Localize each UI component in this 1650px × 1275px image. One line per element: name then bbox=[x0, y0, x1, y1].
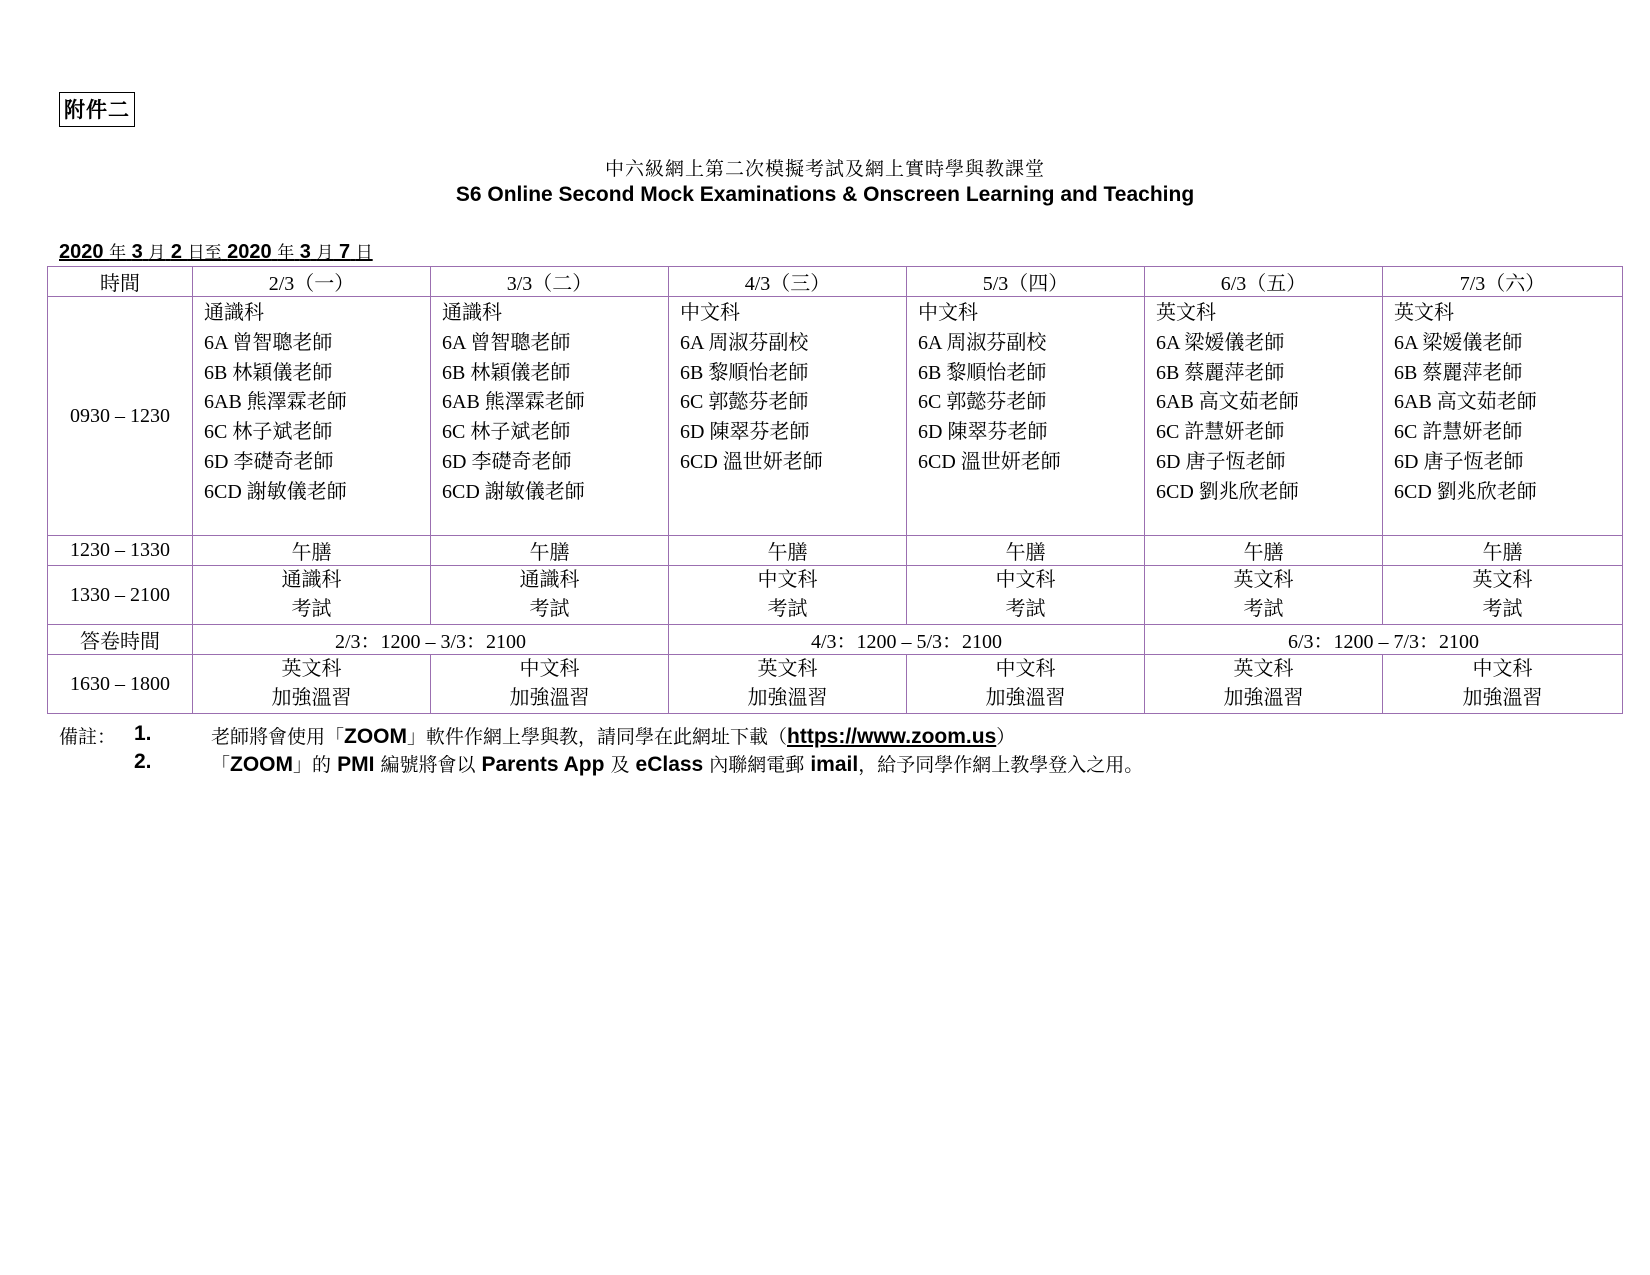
note-text-part: 」軟件作網上學與教，請同學在此網址下載（ bbox=[407, 726, 788, 748]
answer-window: 2/3：1200 – 3/3：2100 bbox=[193, 625, 669, 655]
teacher-line: 6A 周淑芬副校 bbox=[918, 331, 1047, 354]
note-number: 1. bbox=[134, 722, 152, 745]
lunch-cell: 午膳 bbox=[431, 536, 669, 566]
teacher-line: 6A 曾智聰老師 bbox=[204, 331, 333, 354]
teacher-line: 6CD 溫世妍老師 bbox=[918, 450, 1061, 473]
teacher-line: 6D 唐子恆老師 bbox=[1394, 450, 1524, 473]
teacher-line: 6D 李礎奇老師 bbox=[442, 450, 572, 473]
note-text-part: 老師將會使用「 bbox=[211, 726, 345, 748]
subject-label: 中文科 bbox=[918, 302, 978, 324]
schedule-table bbox=[47, 266, 1623, 714]
activity-label: 考試 bbox=[1482, 598, 1523, 620]
subject-label: 通識科 bbox=[281, 569, 342, 591]
note-text-part: 內聯網電郵 bbox=[703, 754, 811, 776]
teacher-line: 6AB 熊澤霖老師 bbox=[204, 391, 347, 414]
teacher-line: 6A 梁嫒儀老師 bbox=[1156, 331, 1285, 354]
subject-label: 通識科 bbox=[519, 569, 580, 591]
teacher-cell bbox=[1145, 297, 1383, 536]
note-number: 2. bbox=[134, 750, 152, 773]
lunch-cell: 午膳 bbox=[1145, 536, 1383, 566]
exam-cell bbox=[1145, 566, 1383, 625]
activity-label: 考試 bbox=[1005, 598, 1046, 620]
teacher-line: 6A 周淑芬副校 bbox=[680, 331, 809, 354]
exam-cell bbox=[669, 566, 907, 625]
answer-time-label: 答卷時間 bbox=[48, 625, 193, 655]
teacher-line: 6B 蔡麗萍老師 bbox=[1156, 361, 1285, 384]
teacher-cell bbox=[193, 297, 431, 536]
teacher-line: 6A 曾智聰老師 bbox=[442, 331, 571, 354]
notes-label: 備註： bbox=[59, 726, 117, 748]
teacher-line: 6C 許慧妍老師 bbox=[1156, 421, 1285, 444]
note-text-part: PMI bbox=[337, 753, 375, 776]
subject-label: 中文科 bbox=[680, 302, 740, 324]
teacher-line: 6C 許慧妍老師 bbox=[1394, 421, 1523, 444]
note-text bbox=[211, 722, 1015, 749]
lunch-cell: 午膳 bbox=[1383, 536, 1623, 566]
day-header: 6/3（五） bbox=[1145, 267, 1383, 297]
revision-row bbox=[48, 655, 1623, 714]
activity-label: 加強溫習 bbox=[1223, 687, 1304, 709]
teacher-cell bbox=[907, 297, 1145, 536]
teacher-line: 6CD 溫世妍老師 bbox=[680, 450, 823, 473]
activity-label: 加強溫習 bbox=[985, 687, 1066, 709]
time-slot: 1330 – 2100 bbox=[48, 566, 193, 625]
teacher-line: 6AB 高文茹老師 bbox=[1156, 391, 1299, 414]
note-text-part: 編號將會以 bbox=[374, 754, 482, 776]
note-text-part: 及 bbox=[604, 754, 636, 776]
attachment-label: 附件二 bbox=[59, 92, 135, 127]
teacher-cell bbox=[431, 297, 669, 536]
activity-label: 加強溫習 bbox=[1462, 687, 1543, 709]
teacher-line: 6C 林子斌老師 bbox=[204, 421, 333, 444]
teacher-line: 6CD 謝敏儀老師 bbox=[442, 480, 585, 503]
exam-cell bbox=[193, 566, 431, 625]
page-title-chinese: 中六級網上第二次模擬考試及網上實時學與教課堂 bbox=[604, 158, 1045, 180]
subject-label: 中文科 bbox=[757, 569, 818, 591]
activity-label: 加強溫習 bbox=[509, 687, 590, 709]
day-header: 3/3（二） bbox=[431, 267, 669, 297]
revision-cell bbox=[431, 655, 669, 714]
revision-cell bbox=[1383, 655, 1623, 714]
note-text-part: ，給予同學作網上教學登入之用。 bbox=[858, 754, 1144, 776]
time-slot: 0930 – 1230 bbox=[48, 297, 193, 536]
activity-label: 加強溫習 bbox=[271, 687, 352, 709]
answer-window: 4/3：1200 – 5/3：2100 bbox=[669, 625, 1145, 655]
activity-label: 考試 bbox=[291, 598, 332, 620]
day-header: 5/3（四） bbox=[907, 267, 1145, 297]
teacher-cell bbox=[669, 297, 907, 536]
note-text-part: Parents App bbox=[481, 753, 605, 776]
teacher-line: 6B 林穎儀老師 bbox=[442, 361, 571, 384]
note-text bbox=[211, 750, 1143, 777]
subject-label: 英文科 bbox=[1472, 569, 1533, 591]
subject-label: 中文科 bbox=[1472, 658, 1533, 680]
morning-row bbox=[48, 297, 1623, 536]
teacher-line: 6CD 劉兆欣老師 bbox=[1156, 480, 1299, 503]
note-text-part: ） bbox=[996, 726, 1016, 748]
teacher-line: 6D 唐子恆老師 bbox=[1156, 450, 1286, 473]
revision-cell bbox=[669, 655, 907, 714]
table-header-row bbox=[48, 267, 1623, 297]
answer-window: 6/3：1200 – 7/3：2100 bbox=[1145, 625, 1623, 655]
note-text-part: imail bbox=[810, 753, 859, 776]
day-header: 2/3（一） bbox=[193, 267, 431, 297]
day-header: 7/3（六） bbox=[1383, 267, 1623, 297]
revision-cell bbox=[907, 655, 1145, 714]
exam-cell bbox=[907, 566, 1145, 625]
teacher-line: 6A 梁嫒儀老師 bbox=[1394, 331, 1523, 354]
note-text-part: ZOOM bbox=[344, 725, 408, 748]
subject-label: 英文科 bbox=[1233, 569, 1294, 591]
subject-label: 英文科 bbox=[281, 658, 342, 680]
revision-cell bbox=[1145, 655, 1383, 714]
exam-cell bbox=[431, 566, 669, 625]
teacher-line: 6B 黎順怡老師 bbox=[918, 361, 1047, 384]
activity-label: 加強溫習 bbox=[747, 687, 828, 709]
activity-label: 考試 bbox=[767, 598, 808, 620]
teacher-line: 6D 李礎奇老師 bbox=[204, 450, 334, 473]
teacher-line: 6B 黎順怡老師 bbox=[680, 361, 809, 384]
zoom-download-link[interactable]: https://www.zoom.us bbox=[787, 725, 997, 748]
subject-label: 中文科 bbox=[995, 569, 1056, 591]
teacher-line: 6CD 劉兆欣老師 bbox=[1394, 480, 1537, 503]
exam-cell bbox=[1383, 566, 1623, 625]
lunch-row bbox=[48, 536, 1623, 566]
lunch-cell: 午膳 bbox=[907, 536, 1145, 566]
teacher-line: 6C 林子斌老師 bbox=[442, 421, 571, 444]
subject-label: 英文科 bbox=[757, 658, 818, 680]
teacher-line: 6B 林穎儀老師 bbox=[204, 361, 333, 384]
teacher-line: 6D 陳翠芬老師 bbox=[918, 421, 1048, 444]
revision-cell bbox=[193, 655, 431, 714]
teacher-line: 6CD 謝敏儀老師 bbox=[204, 480, 347, 503]
teacher-cell bbox=[1383, 297, 1623, 536]
subject-label: 通識科 bbox=[442, 302, 502, 324]
teacher-line: 6C 郭懿芬老師 bbox=[680, 391, 809, 414]
activity-label: 考試 bbox=[529, 598, 570, 620]
subject-label: 中文科 bbox=[995, 658, 1056, 680]
exam-row bbox=[48, 566, 1623, 625]
teacher-line: 6B 蔡麗萍老師 bbox=[1394, 361, 1523, 384]
page-title-english: S6 Online Second Mock Examinations & Onscreen Learning and Teaching bbox=[455, 183, 1195, 206]
subject-label: 通識科 bbox=[204, 302, 264, 324]
time-slot: 1630 – 1800 bbox=[48, 655, 193, 714]
day-header: 4/3（三） bbox=[669, 267, 907, 297]
note-text-part: eClass bbox=[635, 753, 704, 776]
date-range: 2020 年 3 月 2 日至 2020 年 3 月 7 日 bbox=[59, 241, 373, 263]
teacher-line: 6AB 高文茹老師 bbox=[1394, 391, 1537, 414]
note-text-part: 「 bbox=[211, 754, 231, 776]
subject-label: 英文科 bbox=[1233, 658, 1294, 680]
time-slot: 1230 – 1330 bbox=[48, 536, 193, 566]
teacher-line: 6D 陳翠芬老師 bbox=[680, 421, 810, 444]
lunch-cell: 午膳 bbox=[669, 536, 907, 566]
subject-label: 英文科 bbox=[1394, 302, 1454, 324]
teacher-line: 6C 郭懿芬老師 bbox=[918, 391, 1047, 414]
time-header: 時間 bbox=[48, 267, 193, 297]
activity-label: 考試 bbox=[1243, 598, 1284, 620]
subject-label: 英文科 bbox=[1156, 302, 1216, 324]
answer-time-row bbox=[48, 625, 1623, 655]
lunch-cell: 午膳 bbox=[193, 536, 431, 566]
subject-label: 中文科 bbox=[519, 658, 580, 680]
note-text-part: 」的 bbox=[293, 754, 338, 776]
note-text-part: ZOOM bbox=[230, 753, 294, 776]
teacher-line: 6AB 熊澤霖老師 bbox=[442, 391, 585, 414]
